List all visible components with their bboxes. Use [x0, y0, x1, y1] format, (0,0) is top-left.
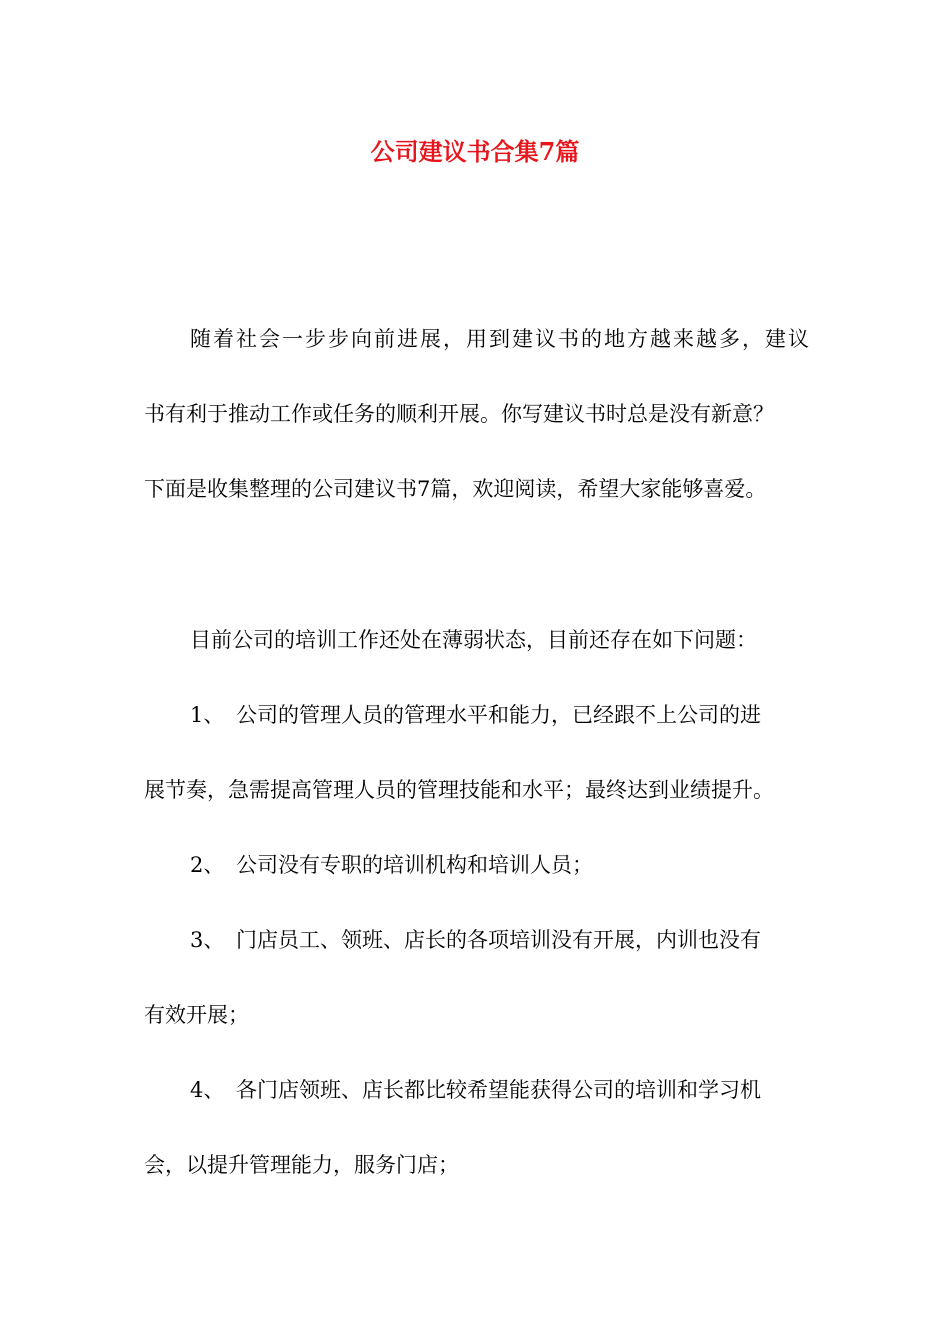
document-title: 公司建议书合集7篇 — [370, 137, 580, 166]
list-item-1-continuation: 展节奏，急需提高管理人员的管理技能和水平；最终达到业绩提升。 — [144, 778, 774, 802]
section-lead: 目前公司的培训工作还处在薄弱状态，目前还存在如下问题： — [190, 628, 757, 652]
intro-line-3: 下面是收集整理的公司建议书7篇，欢迎阅读，希望大家能够喜爱。 — [144, 477, 767, 501]
list-item-2 — [144, 850, 809, 880]
list-item-text: 公司没有专职的培训机构和培训人员； — [236, 853, 593, 877]
list-item-text: 各门店领班、店长都比较希望能获得公司的培训和学习机 — [236, 1078, 761, 1102]
list-item-3-continuation: 有效开展； — [144, 1003, 249, 1027]
list-item-text: 门店员工、领班、店长的各项培训没有开展，内训也没有 — [236, 928, 761, 952]
list-item-number: 2、 — [190, 853, 225, 877]
list-item-4 — [144, 1075, 809, 1105]
list-item-text: 公司的管理人员的管理水平和能力，已经跟不上公司的进 — [236, 703, 761, 727]
intro-line-2: 书有利于推动工作或任务的顺利开展。你写建议书时总是没有新意？ — [144, 402, 774, 426]
intro-line-1: 随着社会一步步向前进展，用到建议书的地方越来越多，建议 — [190, 327, 809, 351]
list-item-number: 1、 — [190, 703, 225, 727]
list-item-3 — [144, 925, 809, 955]
list-item-4-continuation: 会，以提升管理能力，服务门店； — [144, 1153, 459, 1177]
list-item-1 — [144, 700, 809, 730]
list-item-number: 4、 — [190, 1078, 225, 1102]
list-item-number: 3、 — [190, 928, 225, 952]
